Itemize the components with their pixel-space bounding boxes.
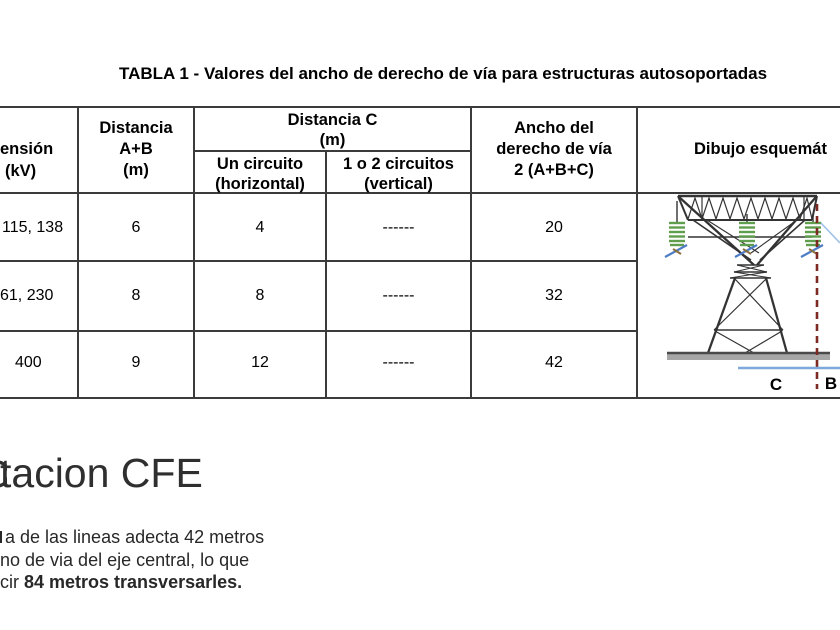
cell-ancho-row1: 20 — [545, 219, 563, 236]
table-border — [193, 150, 472, 152]
body-line-3 — [0, 571, 264, 594]
header-un-circuito — [195, 154, 325, 194]
cell-ab-row2: 8 — [131, 287, 141, 304]
header-dibujo: Dibujo esquemát — [694, 140, 827, 158]
header-distancia-ab-line1: Distancia — [99, 119, 173, 137]
cell-ch-row1: 4 — [255, 219, 265, 236]
label-c: C — [769, 375, 783, 394]
header-un-circuito-line2: (horizontal) — [215, 175, 305, 193]
header-tension-line1: ensión — [0, 140, 54, 158]
header-un-circuito-line1: Un circuito — [216, 155, 304, 173]
cell-cv-row1: ------ — [382, 219, 415, 236]
cell-ancho-row2: 32 — [545, 287, 563, 304]
insulator-icon-left — [669, 223, 685, 245]
table-border — [0, 260, 637, 262]
table-title: TABLA 1 - Valores del ancho de derecho de vía para estructuras autosoportadas — [118, 64, 768, 83]
section-heading: tacion CFE — [0, 450, 203, 496]
header-ancho-line2: derecho de vía — [496, 140, 612, 158]
cell-cv-row2: ------ — [382, 287, 415, 304]
cell-ch-row2: 8 — [255, 287, 265, 304]
header-ancho-line3: 2 (A+B+C) — [514, 161, 594, 179]
header-tension-line2: (kV) — [5, 162, 37, 180]
header-distancia-ab — [79, 118, 193, 181]
cell-ancho-row3: 42 — [545, 354, 563, 371]
header-distancia-ab-line2: A+B — [119, 140, 153, 158]
table-border — [0, 106, 840, 108]
tower-diagram — [637, 193, 840, 399]
insulator-icon-center — [739, 223, 755, 245]
header-distancia-c — [195, 110, 470, 150]
cell-ab-row3: 9 — [131, 354, 141, 371]
header-circuitos-vertical — [327, 154, 470, 194]
cell-ab-row1: 6 — [131, 219, 141, 236]
conductor-line — [820, 222, 840, 243]
body-line-3-prefix: cir — [0, 572, 24, 592]
tower-structure — [677, 196, 817, 353]
body-line-1: a de las lineas adecta 42 metros — [5, 527, 265, 547]
cell-cv-row3: ------ — [382, 354, 415, 371]
label-b: B — [824, 374, 838, 393]
body-line-3-bold: 84 metros transversarles. — [24, 572, 243, 592]
header-circuitos-vertical-line1: 1 o 2 circuitos — [343, 155, 454, 173]
header-distancia-ab-line3: (m) — [123, 161, 149, 179]
body-line-2: no de via del eje central, lo que — [0, 549, 250, 570]
body-paragraph — [0, 526, 264, 594]
header-ancho-line1: Ancho del — [514, 119, 594, 137]
header-distancia-c-line2: (m) — [319, 131, 346, 149]
header-circuitos-vertical-line2: (vertical) — [364, 175, 433, 193]
table-border — [0, 330, 637, 332]
header-distancia-c-line1: Distancia C — [287, 111, 378, 129]
insulator-icon-right — [805, 223, 821, 245]
header-ancho — [472, 118, 636, 181]
cell-tension-row2: 61, 230 — [0, 287, 54, 304]
cell-tension-row1: 115, 138 — [2, 219, 64, 236]
cell-tension-row3: 400 — [15, 354, 42, 371]
cell-ch-row3: 12 — [251, 354, 269, 371]
